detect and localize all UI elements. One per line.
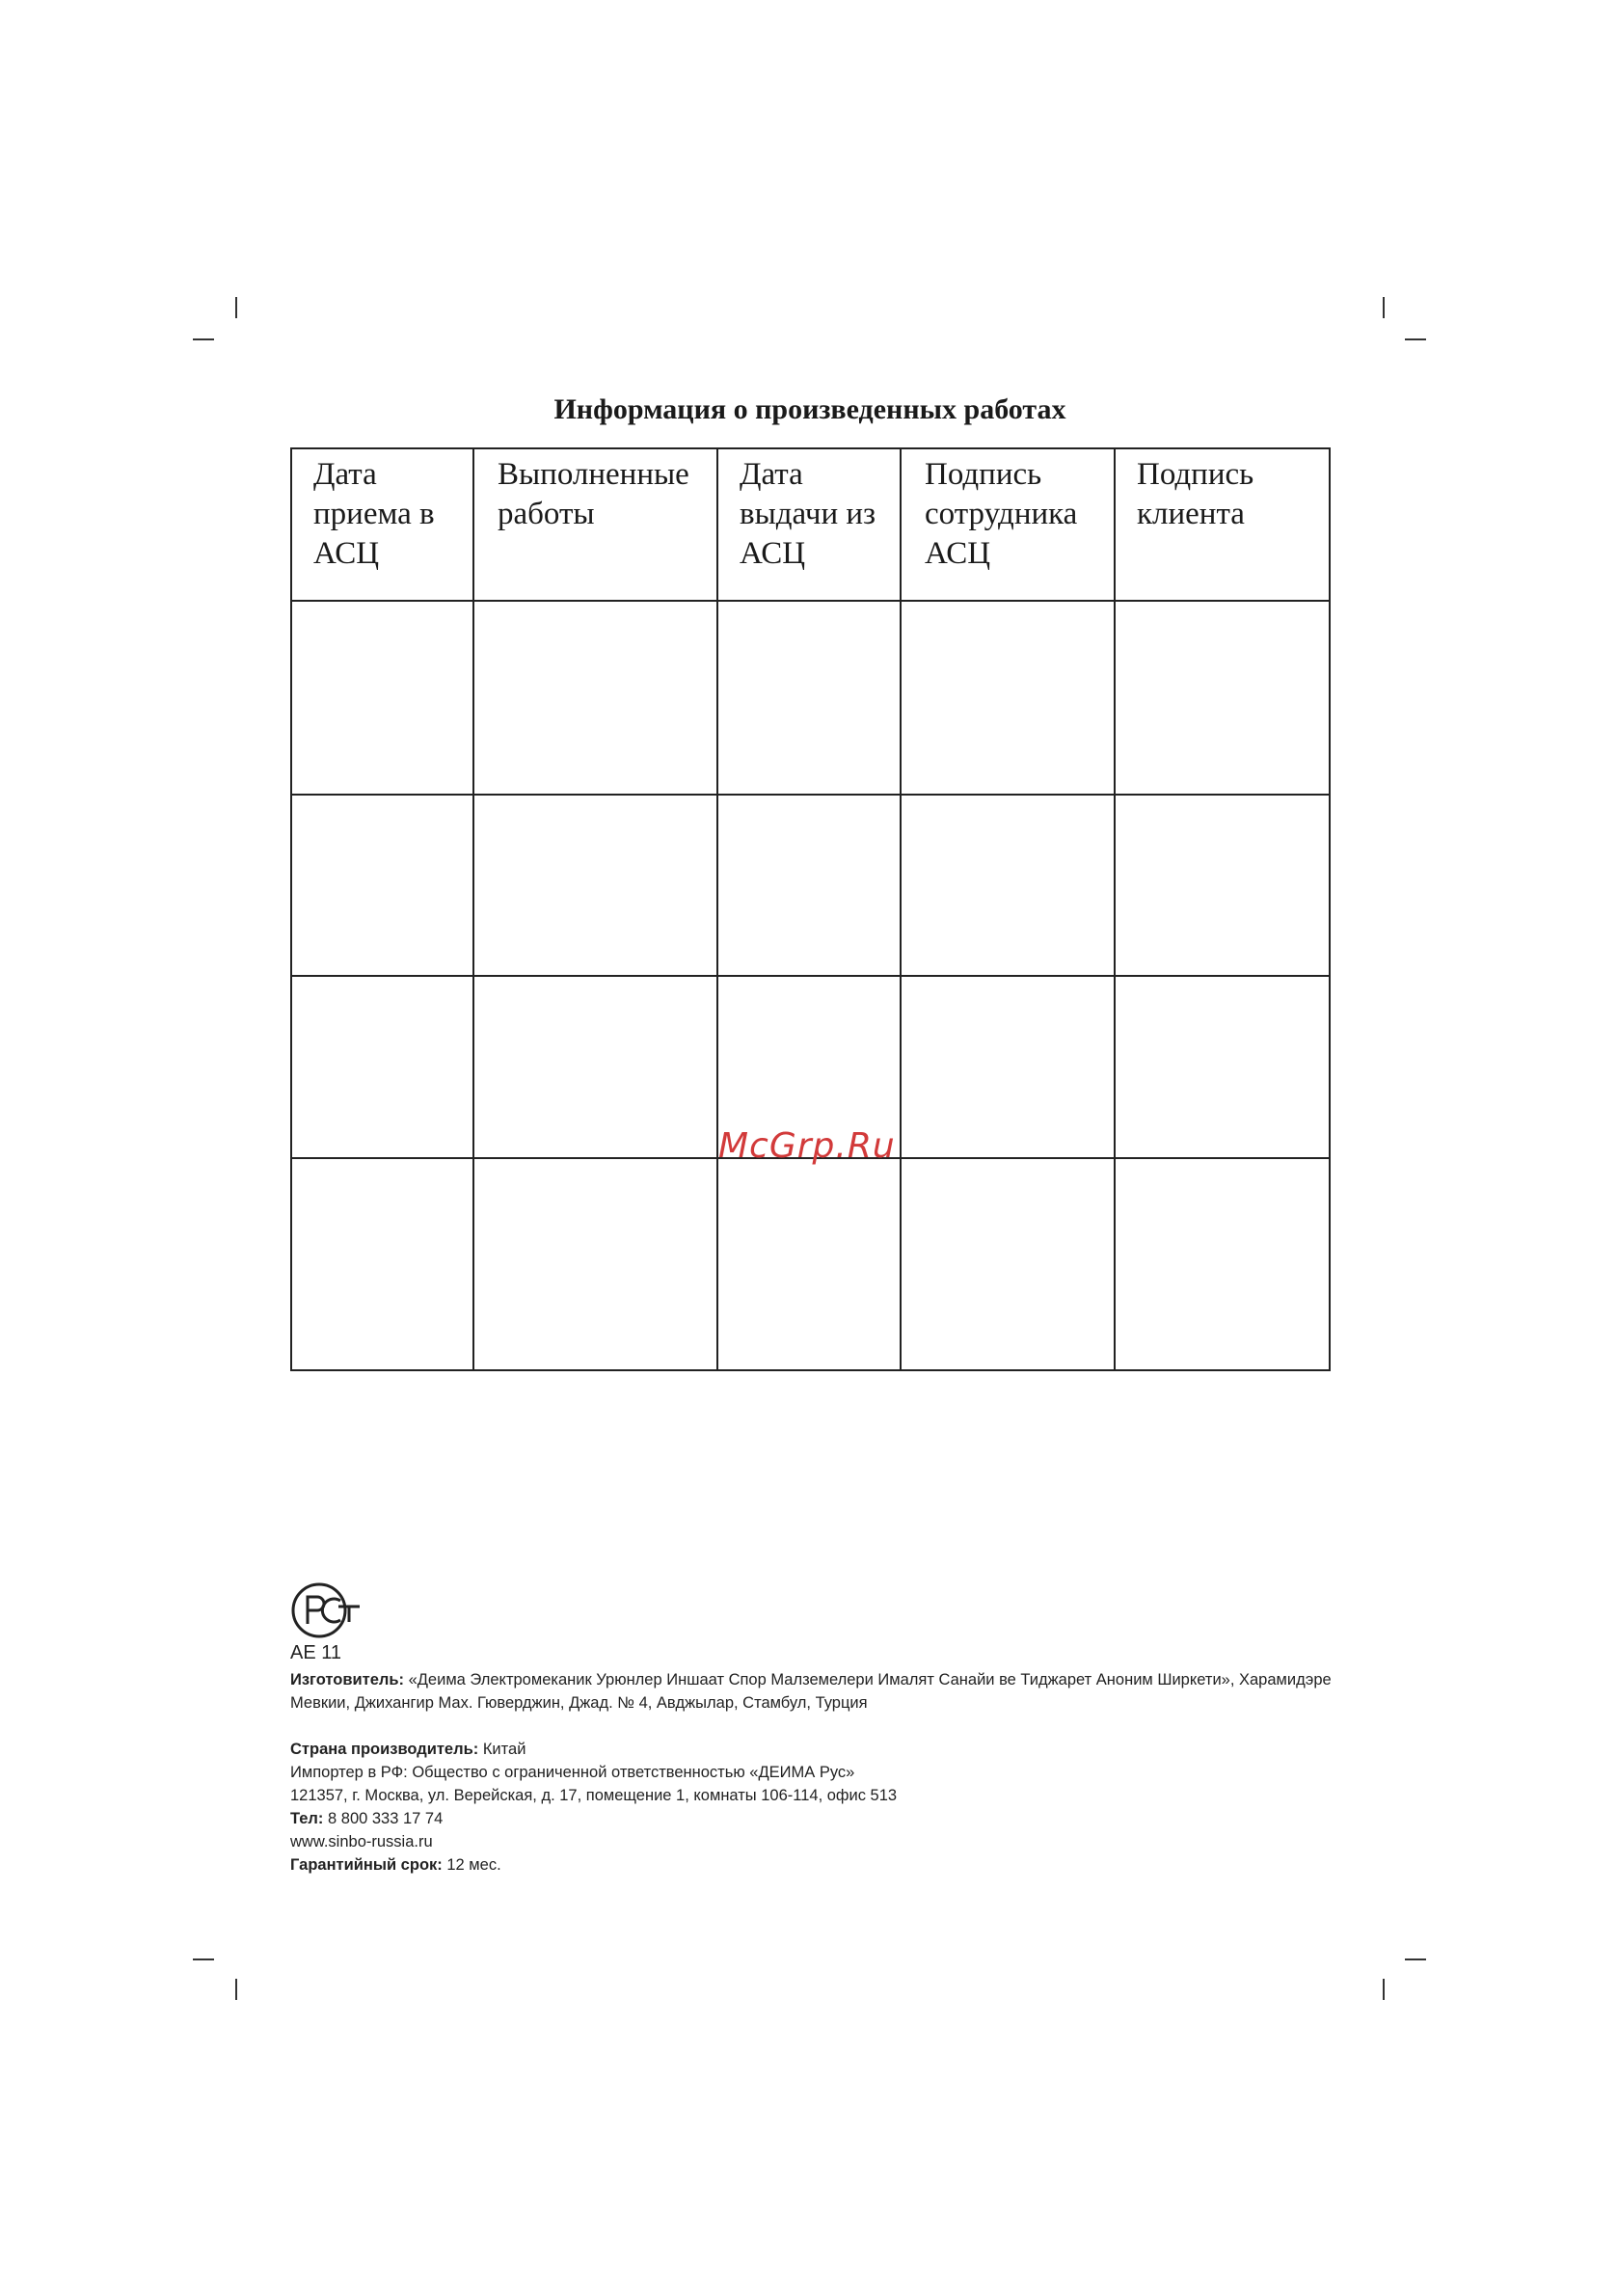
phone-label: Тел:: [290, 1810, 324, 1827]
header-client-signature: Подпись клиента: [1115, 448, 1330, 601]
header-work-performed: Выполненные работы: [473, 448, 717, 601]
country-value: Китай: [478, 1741, 526, 1758]
phone-value: 8 800 333 17 74: [323, 1810, 444, 1827]
table-cell: [717, 1158, 901, 1370]
country-line: [290, 1738, 1351, 1761]
table-header-row: [291, 448, 1330, 601]
table-cell: [901, 795, 1115, 976]
warranty-label: Гарантийный срок:: [290, 1856, 443, 1874]
table-cell: [473, 601, 717, 795]
service-work-table: [290, 447, 1331, 1371]
crop-mark: [193, 338, 214, 340]
table-cell: [473, 1158, 717, 1370]
table-cell: [1115, 601, 1330, 795]
manufacturer-text: «Деима Электромеканик Урюнлер Иншаат Спор Малземелери Ималят Санайи ве Тиджарет Аноним Ширкети», Харамидэре Мевкии, Джихангир Мах. Гюверджин, Джад. № 4, Авджылар, Стамбул, Турция: [290, 1671, 1332, 1712]
table-cell: [1115, 1158, 1330, 1370]
watermark: McGrp.Ru: [718, 1126, 896, 1166]
table-cell: [717, 601, 901, 795]
crop-mark: [235, 297, 237, 318]
footer-info: [290, 1581, 1351, 1877]
table-cell: [1115, 795, 1330, 976]
header-staff-signature: Подпись сотрудника АСЦ: [901, 448, 1115, 601]
certification-code: AE 11: [290, 1642, 341, 1663]
table-cell: [901, 976, 1115, 1158]
header-date-received: Дата приема в АСЦ: [291, 448, 473, 601]
header-date-issued: Дата выдачи из АСЦ: [717, 448, 901, 601]
table-cell: [901, 1158, 1115, 1370]
crop-mark: [1383, 1979, 1385, 2000]
table-cell: [717, 795, 901, 976]
page-title: Информация о произведенных работах: [553, 393, 1066, 425]
importer-line: Импортер в РФ: Общество с ограниченной ответственностью «ДЕИМА Рус»: [290, 1764, 855, 1781]
address-line: 121357, г. Москва, ул. Верейская, д. 17, помещение 1, комнаты 106-114, офис 513: [290, 1787, 898, 1804]
table-cell: [291, 1158, 473, 1370]
phone-line: [290, 1807, 1351, 1830]
table-cell: [291, 795, 473, 976]
warranty-value: 12 мес.: [442, 1856, 501, 1874]
crop-mark: [1405, 338, 1426, 340]
table-cell: [473, 976, 717, 1158]
table-cell: [291, 976, 473, 1158]
table-row: [291, 601, 1330, 795]
table-cell: [473, 795, 717, 976]
rst-certification-mark-icon: [290, 1581, 367, 1639]
manufacturer-line: [290, 1668, 1351, 1715]
crop-mark: [235, 1979, 237, 2000]
warranty-line: [290, 1853, 1351, 1877]
table-cell: [291, 601, 473, 795]
crop-mark: [1405, 1958, 1426, 1960]
crop-mark: [1383, 297, 1385, 318]
country-label: Страна производитель:: [290, 1741, 479, 1758]
table-row: [291, 1158, 1330, 1370]
website-line: www.sinbo-russia.ru: [290, 1833, 433, 1850]
crop-mark: [193, 1958, 214, 1960]
table-cell: [1115, 976, 1330, 1158]
table-row: [291, 795, 1330, 976]
manufacturer-label: Изготовитель:: [290, 1671, 404, 1688]
table-cell: [901, 601, 1115, 795]
